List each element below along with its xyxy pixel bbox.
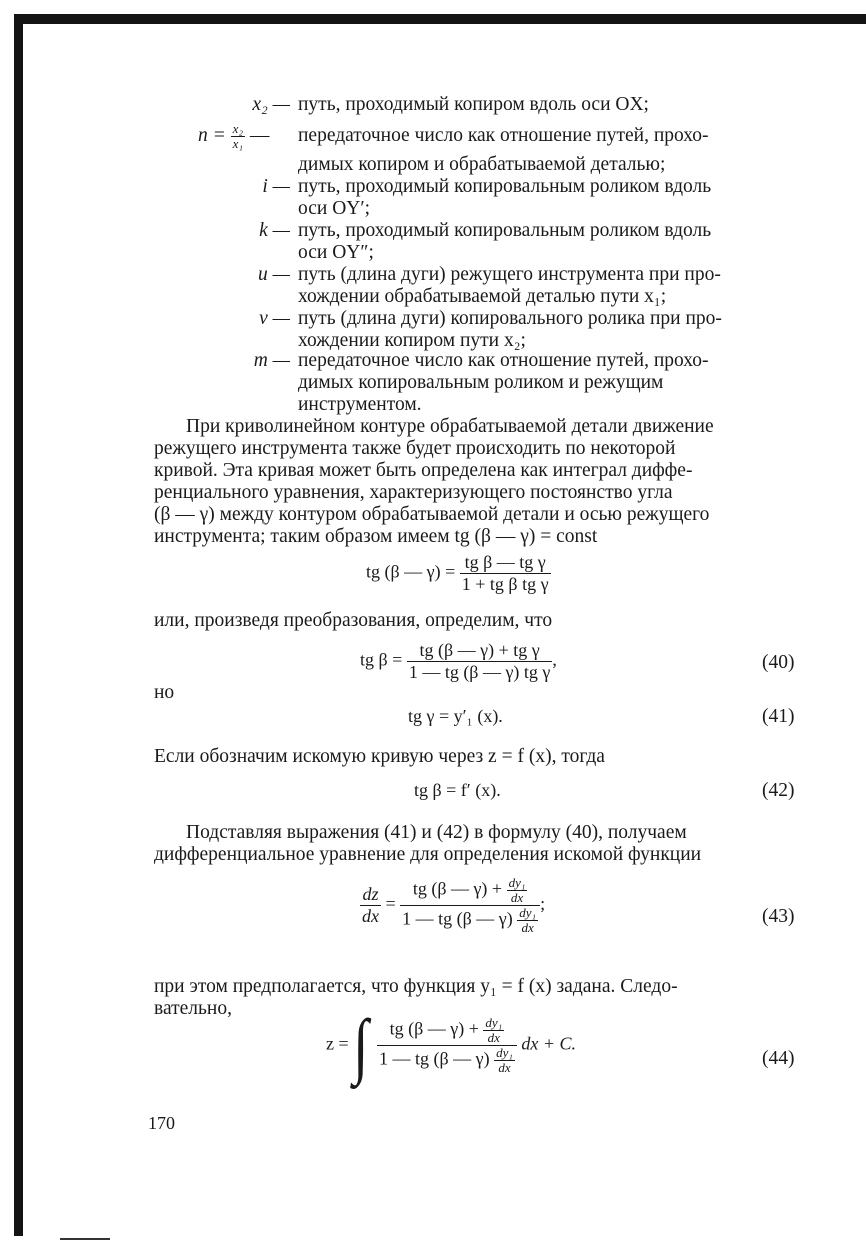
def-symbol-n: n = $\frac{\text{x₂}}{\text{x₁}}$ — — [198, 121, 270, 151]
text-but: но — [154, 682, 175, 703]
def-text: хождении обрабатываемой деталью пути x₁; — [298, 286, 667, 307]
scan-mark-bottom — [60, 1238, 110, 1240]
paragraph-line: (β — γ) между контуром обрабатываемой детали и осью режущего — [154, 504, 710, 525]
def-text: оси OY′; — [298, 198, 371, 219]
paragraph-line: инструмента; таким образом имеем tg (β — γ) = const — [154, 526, 598, 547]
def-symbol-x2: x₂ — — [252, 94, 290, 115]
equation-number-40: (40) — [762, 652, 795, 673]
paragraph-line: ренциального уравнения, характеризующего постоянство угла — [154, 482, 673, 503]
def-text: хождении копиром пути x₂; — [298, 330, 526, 351]
paragraph-line: при этом предполагается, что функция y₁ = f (x) задана. Следо- — [154, 976, 678, 997]
text-if: Если обозначим искомую кривую через z = f (x), тогда — [154, 746, 605, 767]
def-text: димых копировальным роликом и режущим — [298, 372, 664, 393]
def-text: путь (длина дуги) режущего инструмента при про- — [298, 264, 721, 285]
def-symbol-v: v — — [259, 308, 290, 329]
def-symbol-u: u — — [258, 264, 290, 285]
equation-43: $\frac{dz}{dx}$ = tg (β — γ) + $\frac{\text{dy₁}}{dx}$ 1 — tg (β — γ) $\frac{\text{dy₁}}{dx}$ ; — [362, 875, 546, 935]
def-text: путь (длина дуги) копировального ролика при про- — [298, 308, 722, 329]
paragraph-line: При криволинейном контуре обрабатываемой детали движение — [186, 416, 714, 437]
def-symbol-i: i — — [262, 176, 290, 197]
equation-main: tg (β — γ) = $\frac{\text{tg β — tg γ}}{\text{1 + tg β tg γ}}$ — [366, 552, 549, 594]
equation-number-42: (42) — [762, 780, 795, 801]
text-or: или, произведя преобразования, определим, что — [154, 610, 553, 631]
scan-border-left — [14, 14, 23, 1236]
equation-41: tg γ = y′₁ (x). — [408, 706, 503, 726]
def-text: передаточное число как отношение путей, прохо- — [298, 350, 709, 371]
page-number: 170 — [148, 1113, 175, 1133]
def-text: путь, проходимый копировальным роликом вдоль — [298, 220, 712, 241]
paragraph-line: режущего инструмента также будет происходить по некоторой — [154, 438, 676, 459]
equation-42: tg β = f′ (x). — [414, 780, 501, 800]
def-text: передаточное число как отношение путей, прохо- — [298, 125, 709, 146]
def-text: путь, проходимый копиром вдоль оси OX; — [298, 94, 649, 115]
def-text: инструментом. — [298, 394, 422, 415]
paragraph-line: вательно, — [154, 998, 232, 1019]
equation-40: tg β = $\frac{\text{tg (β — γ) + tg γ}}{\text{1 — tg (β — γ) tg γ}}$ , — [360, 640, 557, 682]
paragraph-line: дифференциальное уравнение для определения искомой функции — [154, 844, 702, 865]
def-symbol-k: k — — [259, 220, 290, 241]
equation-number-41: (41) — [762, 706, 795, 727]
def-text: путь, проходимый копировальным роликом вдоль — [298, 176, 712, 197]
scan-border-top — [14, 14, 866, 24]
equation-number-43: (43) — [762, 906, 795, 927]
paragraph-line: Подставляя выражения (41) и (42) в формулу (40), получаем — [186, 822, 687, 843]
equation-44: z = ∫ tg (β — γ) + $\frac{\text{dy₁}}{dx}$ 1 — tg (β — γ) $\frac{\text{dy₁}}{dx}$ dx + C. — [326, 1005, 577, 1086]
integral-sign: ∫ — [353, 1005, 369, 1086]
def-text: оси OY″; — [298, 242, 374, 263]
def-text: димых копиром и обрабатываемой деталью; — [298, 154, 666, 175]
def-symbol-m: m — — [253, 350, 290, 371]
paragraph-line: кривой. Эта кривая может быть определена как интеграл диффе- — [154, 460, 693, 481]
equation-number-44: (44) — [762, 1048, 795, 1069]
